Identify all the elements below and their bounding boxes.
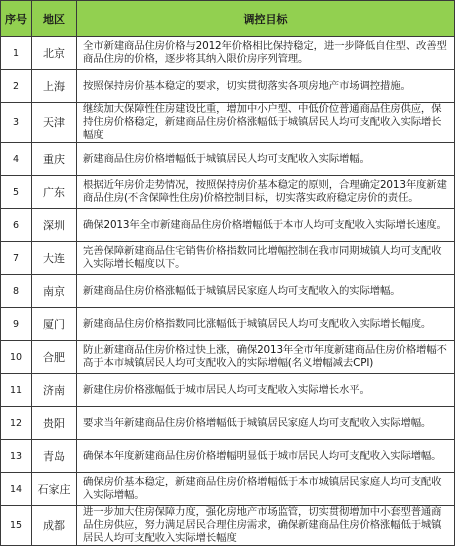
- table-row: [1, 506, 455, 546]
- row-region: 成都: [32, 506, 77, 546]
- row-index: 7: [1, 242, 32, 275]
- row-region: 贵阳: [32, 407, 77, 440]
- table-row: [1, 70, 455, 103]
- row-region: 天津: [32, 103, 77, 143]
- row-region: 重庆: [32, 143, 77, 176]
- row-index: 13: [1, 440, 32, 473]
- row-index: 1: [1, 37, 32, 70]
- row-region: 北京: [32, 37, 77, 70]
- row-index: 9: [1, 308, 32, 341]
- row-target: 新建住房价格涨幅低于城市居民人均可支配收入实际增长水平。: [77, 374, 455, 407]
- row-region: 大连: [32, 242, 77, 275]
- row-index: 11: [1, 374, 32, 407]
- row-target: 完善保障新建商品住宅销售价格指数同比增幅控制在我市同期城镇人均可支配收入实际增长幅度以下。: [77, 242, 455, 275]
- table-row: [1, 103, 455, 143]
- row-index: 10: [1, 341, 32, 374]
- table-row: [1, 407, 455, 440]
- row-region: 广东: [32, 176, 77, 209]
- row-target: 确保本年度新建商品住房价格增幅明显低于城市居民人均可支配收入实际增幅。: [77, 440, 455, 473]
- row-target: 防止新建商品住房价格过快上涨，确保2013年全市年度新建商品住房价格增幅不高于本市城镇居民人均可支配收入的实际增幅(名义增幅减去CPI): [77, 341, 455, 374]
- header-region: 地区: [32, 1, 77, 37]
- table-row: [1, 374, 455, 407]
- row-region: 石家庄: [32, 473, 77, 506]
- row-region: 南京: [32, 275, 77, 308]
- row-index: 5: [1, 176, 32, 209]
- row-region: 厦门: [32, 308, 77, 341]
- header-index: 序号: [1, 1, 32, 37]
- row-region: 济南: [32, 374, 77, 407]
- row-target: 按照保持房价基本稳定的要求，切实贯彻落实各项房地产市场调控措施。: [77, 70, 455, 103]
- row-target: 要求当年新建商品住房价格增幅低于城镇居民家庭人均可支配收入实际增幅。: [77, 407, 455, 440]
- row-target: 确保房价基本稳定，新建商品住房价格增幅低于本市城镇居民家庭人均可支配收入实际增幅。: [77, 473, 455, 506]
- row-target: 新建商品住房价格指数同比涨幅低于城镇居民人均可支配收入实际增长幅度。: [77, 308, 455, 341]
- row-region: 青岛: [32, 440, 77, 473]
- table-row: [1, 341, 455, 374]
- row-index: 8: [1, 275, 32, 308]
- row-index: 3: [1, 103, 32, 143]
- row-region: 深圳: [32, 209, 77, 242]
- row-target: 继续加大保障性住房建设比重，增加中小户型、中低价位普通商品住房供应，保持住房价格稳定，新建商品住房价格涨幅低于城镇居民人均可支配收入实际增长幅度: [77, 103, 455, 143]
- table-row: [1, 308, 455, 341]
- table-row: [1, 143, 455, 176]
- row-index: 4: [1, 143, 32, 176]
- table-row: [1, 176, 455, 209]
- row-region: 上海: [32, 70, 77, 103]
- row-index: 2: [1, 70, 32, 103]
- row-target: 根据近年房价走势情况，按照保持房价基本稳定的原则，合理确定2013年度新建商品住房(不含保障性住房)价格控制目标，切实落实政府稳定房价的责任。: [77, 176, 455, 209]
- row-target: 全市新建商品住房价格与2012年价格相比保持稳定，进一步降低自住型、改善型商品住房的价格，逐步将其纳入限价房序列管理。: [77, 37, 455, 70]
- table-row: [1, 275, 455, 308]
- table-row: [1, 209, 455, 242]
- row-target: 确保2013年全市新建商品住房价格增幅低于本市人均可支配收入实际增长速度。: [77, 209, 455, 242]
- row-index: 14: [1, 473, 32, 506]
- header-target: 调控目标: [77, 1, 455, 37]
- table-row: [1, 242, 455, 275]
- row-target: 新建商品住房价格增幅低于城镇居民人均可支配收入实际增幅。: [77, 143, 455, 176]
- table-row: [1, 37, 455, 70]
- row-target: 进一步加大住房保障力度，强化房地产市场监管，切实贯彻增加中小套型普通商品住房供应，努力满足居民合理住房需求，确保新建商品住房价格涨幅低于城镇居民人均可支配收入实际增长幅度: [77, 506, 455, 546]
- table-row: [1, 440, 455, 473]
- row-region: 合肥: [32, 341, 77, 374]
- row-index: 15: [1, 506, 32, 546]
- table-header-row: [1, 1, 455, 37]
- table-row: [1, 473, 455, 506]
- row-index: 6: [1, 209, 32, 242]
- row-index: 12: [1, 407, 32, 440]
- row-target: 新建商品住房价格涨幅低于城镇居民家庭人均可支配收入的实际增幅。: [77, 275, 455, 308]
